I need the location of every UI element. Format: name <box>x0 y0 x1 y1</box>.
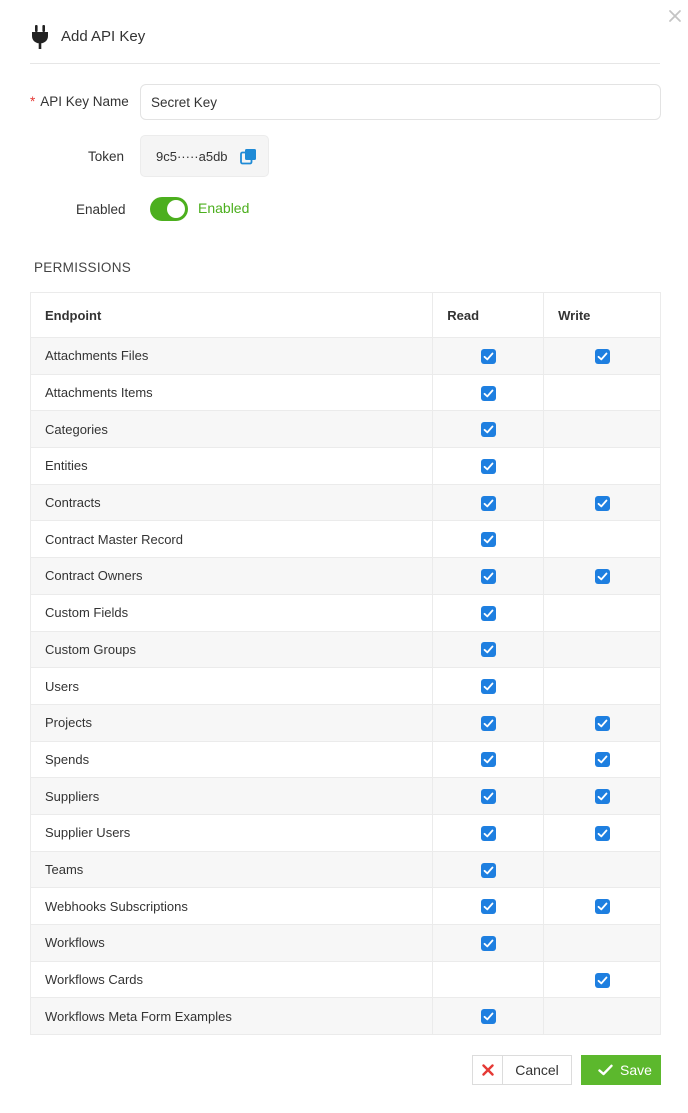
read-cell <box>433 594 544 631</box>
read-cell <box>433 558 544 595</box>
read-cell <box>433 668 544 705</box>
endpoint-cell: Workflows Meta Form Examples <box>31 998 433 1035</box>
cancel-label: Cancel <box>515 1062 559 1078</box>
table-row <box>31 484 661 521</box>
write-cell <box>544 814 661 851</box>
endpoint-cell: Webhooks Subscriptions <box>31 888 433 925</box>
read-cell <box>433 851 544 888</box>
read-cell <box>433 338 544 375</box>
read-checkbox[interactable] <box>481 752 496 767</box>
endpoint-cell: Custom Groups <box>31 631 433 668</box>
read-cell <box>433 961 544 998</box>
write-checkbox[interactable] <box>595 1009 610 1024</box>
table-row <box>31 558 661 595</box>
endpoint-cell: Attachments Files <box>31 338 433 375</box>
read-cell <box>433 814 544 851</box>
read-checkbox[interactable] <box>481 826 496 841</box>
table-row <box>31 998 661 1035</box>
write-checkbox[interactable] <box>595 386 610 401</box>
token-value: 9c5·····a5db <box>156 148 228 164</box>
save-button[interactable] <box>581 1055 661 1085</box>
write-checkbox[interactable] <box>595 459 610 474</box>
write-checkbox[interactable] <box>595 496 610 511</box>
column-header-read: Read <box>433 293 544 338</box>
read-cell <box>433 778 544 815</box>
read-checkbox[interactable] <box>481 642 496 657</box>
read-checkbox[interactable] <box>481 386 496 401</box>
table-row <box>31 594 661 631</box>
read-cell <box>433 521 544 558</box>
checkmark-icon <box>592 1064 618 1076</box>
endpoint-cell: Users <box>31 668 433 705</box>
table-row <box>31 778 661 815</box>
read-checkbox[interactable] <box>481 349 496 364</box>
write-cell <box>544 998 661 1035</box>
dialog-header <box>30 22 660 64</box>
read-checkbox[interactable] <box>481 422 496 437</box>
enabled-label: Enabled <box>76 202 126 217</box>
read-cell <box>433 925 544 962</box>
read-checkbox[interactable] <box>481 569 496 584</box>
table-row <box>31 448 661 485</box>
write-cell <box>544 925 661 962</box>
read-cell <box>433 411 544 448</box>
table-row <box>31 741 661 778</box>
table-row <box>31 411 661 448</box>
write-cell <box>544 778 661 815</box>
endpoint-cell: Projects <box>31 704 433 741</box>
table-header-row <box>31 293 661 338</box>
permissions-title: PERMISSIONS <box>34 260 132 275</box>
plug-icon <box>30 24 50 50</box>
cancel-button[interactable] <box>472 1055 572 1085</box>
endpoint-cell: Contract Owners <box>31 558 433 595</box>
write-checkbox[interactable] <box>595 863 610 878</box>
write-checkbox[interactable] <box>595 422 610 437</box>
read-checkbox[interactable] <box>481 936 496 951</box>
permissions-table <box>30 292 661 1035</box>
endpoint-cell: Spends <box>31 741 433 778</box>
table-row <box>31 814 661 851</box>
enabled-toggle[interactable] <box>150 197 188 221</box>
write-checkbox[interactable] <box>595 716 610 731</box>
write-cell <box>544 888 661 925</box>
toggle-knob <box>167 200 185 218</box>
endpoint-cell: Supplier Users <box>31 814 433 851</box>
table-row <box>31 338 661 375</box>
read-cell <box>433 888 544 925</box>
close-icon[interactable] <box>666 7 684 25</box>
table-row <box>31 961 661 998</box>
read-cell <box>433 448 544 485</box>
read-cell <box>433 484 544 521</box>
write-cell <box>544 448 661 485</box>
endpoint-cell: Attachments Items <box>31 374 433 411</box>
read-cell <box>433 631 544 668</box>
api-key-name-label: * API Key Name <box>30 94 129 109</box>
copy-icon[interactable] <box>240 148 257 165</box>
endpoint-cell: Workflows <box>31 925 433 962</box>
write-checkbox[interactable] <box>595 606 610 621</box>
write-checkbox[interactable] <box>595 532 610 547</box>
dialog-title: Add API Key <box>61 28 146 45</box>
table-row <box>31 631 661 668</box>
endpoint-cell: Entities <box>31 448 433 485</box>
read-checkbox[interactable] <box>481 679 496 694</box>
write-checkbox[interactable] <box>595 642 610 657</box>
write-cell <box>544 668 661 705</box>
endpoint-cell: Workflows Cards <box>31 961 433 998</box>
write-checkbox[interactable] <box>595 789 610 804</box>
write-checkbox[interactable] <box>595 752 610 767</box>
write-checkbox[interactable] <box>595 973 610 988</box>
endpoint-cell: Suppliers <box>31 778 433 815</box>
read-checkbox[interactable] <box>481 1009 496 1024</box>
endpoint-cell: Contract Master Record <box>31 521 433 558</box>
read-checkbox[interactable] <box>481 532 496 547</box>
token-label: Token <box>88 149 125 164</box>
write-checkbox[interactable] <box>595 936 610 951</box>
read-cell <box>433 998 544 1035</box>
save-label: Save <box>620 1062 652 1078</box>
write-cell <box>544 484 661 521</box>
enabled-state-text: Enabled <box>198 200 250 216</box>
required-marker: * <box>30 94 36 109</box>
endpoint-cell: Custom Fields <box>31 594 433 631</box>
endpoint-cell: Categories <box>31 411 433 448</box>
read-checkbox[interactable] <box>481 899 496 914</box>
read-cell <box>433 704 544 741</box>
api-key-name-input[interactable] <box>140 84 661 120</box>
write-checkbox[interactable] <box>595 899 610 914</box>
write-checkbox[interactable] <box>595 826 610 841</box>
write-cell <box>544 961 661 998</box>
write-checkbox[interactable] <box>595 679 610 694</box>
read-checkbox[interactable] <box>481 606 496 621</box>
read-checkbox[interactable] <box>481 716 496 731</box>
read-checkbox[interactable] <box>481 863 496 878</box>
write-cell <box>544 411 661 448</box>
endpoint-cell: Contracts <box>31 484 433 521</box>
token-field <box>140 135 269 177</box>
read-checkbox[interactable] <box>481 789 496 804</box>
write-cell <box>544 704 661 741</box>
table-row <box>31 704 661 741</box>
table-row <box>31 888 661 925</box>
cancel-x-icon <box>473 1056 503 1084</box>
write-cell <box>544 521 661 558</box>
write-cell <box>544 741 661 778</box>
write-cell <box>544 338 661 375</box>
read-checkbox[interactable] <box>481 496 496 511</box>
write-cell <box>544 558 661 595</box>
read-checkbox[interactable] <box>481 973 496 988</box>
write-cell <box>544 631 661 668</box>
endpoint-cell: Teams <box>31 851 433 888</box>
table-row <box>31 521 661 558</box>
column-header-endpoint: Endpoint <box>31 293 433 338</box>
read-cell <box>433 741 544 778</box>
write-checkbox[interactable] <box>595 349 610 364</box>
read-cell <box>433 374 544 411</box>
table-row <box>31 374 661 411</box>
write-checkbox[interactable] <box>595 569 610 584</box>
column-header-write: Write <box>544 293 661 338</box>
write-cell <box>544 594 661 631</box>
table-row <box>31 925 661 962</box>
write-cell <box>544 374 661 411</box>
table-row <box>31 668 661 705</box>
read-checkbox[interactable] <box>481 459 496 474</box>
write-cell <box>544 851 661 888</box>
table-row <box>31 851 661 888</box>
